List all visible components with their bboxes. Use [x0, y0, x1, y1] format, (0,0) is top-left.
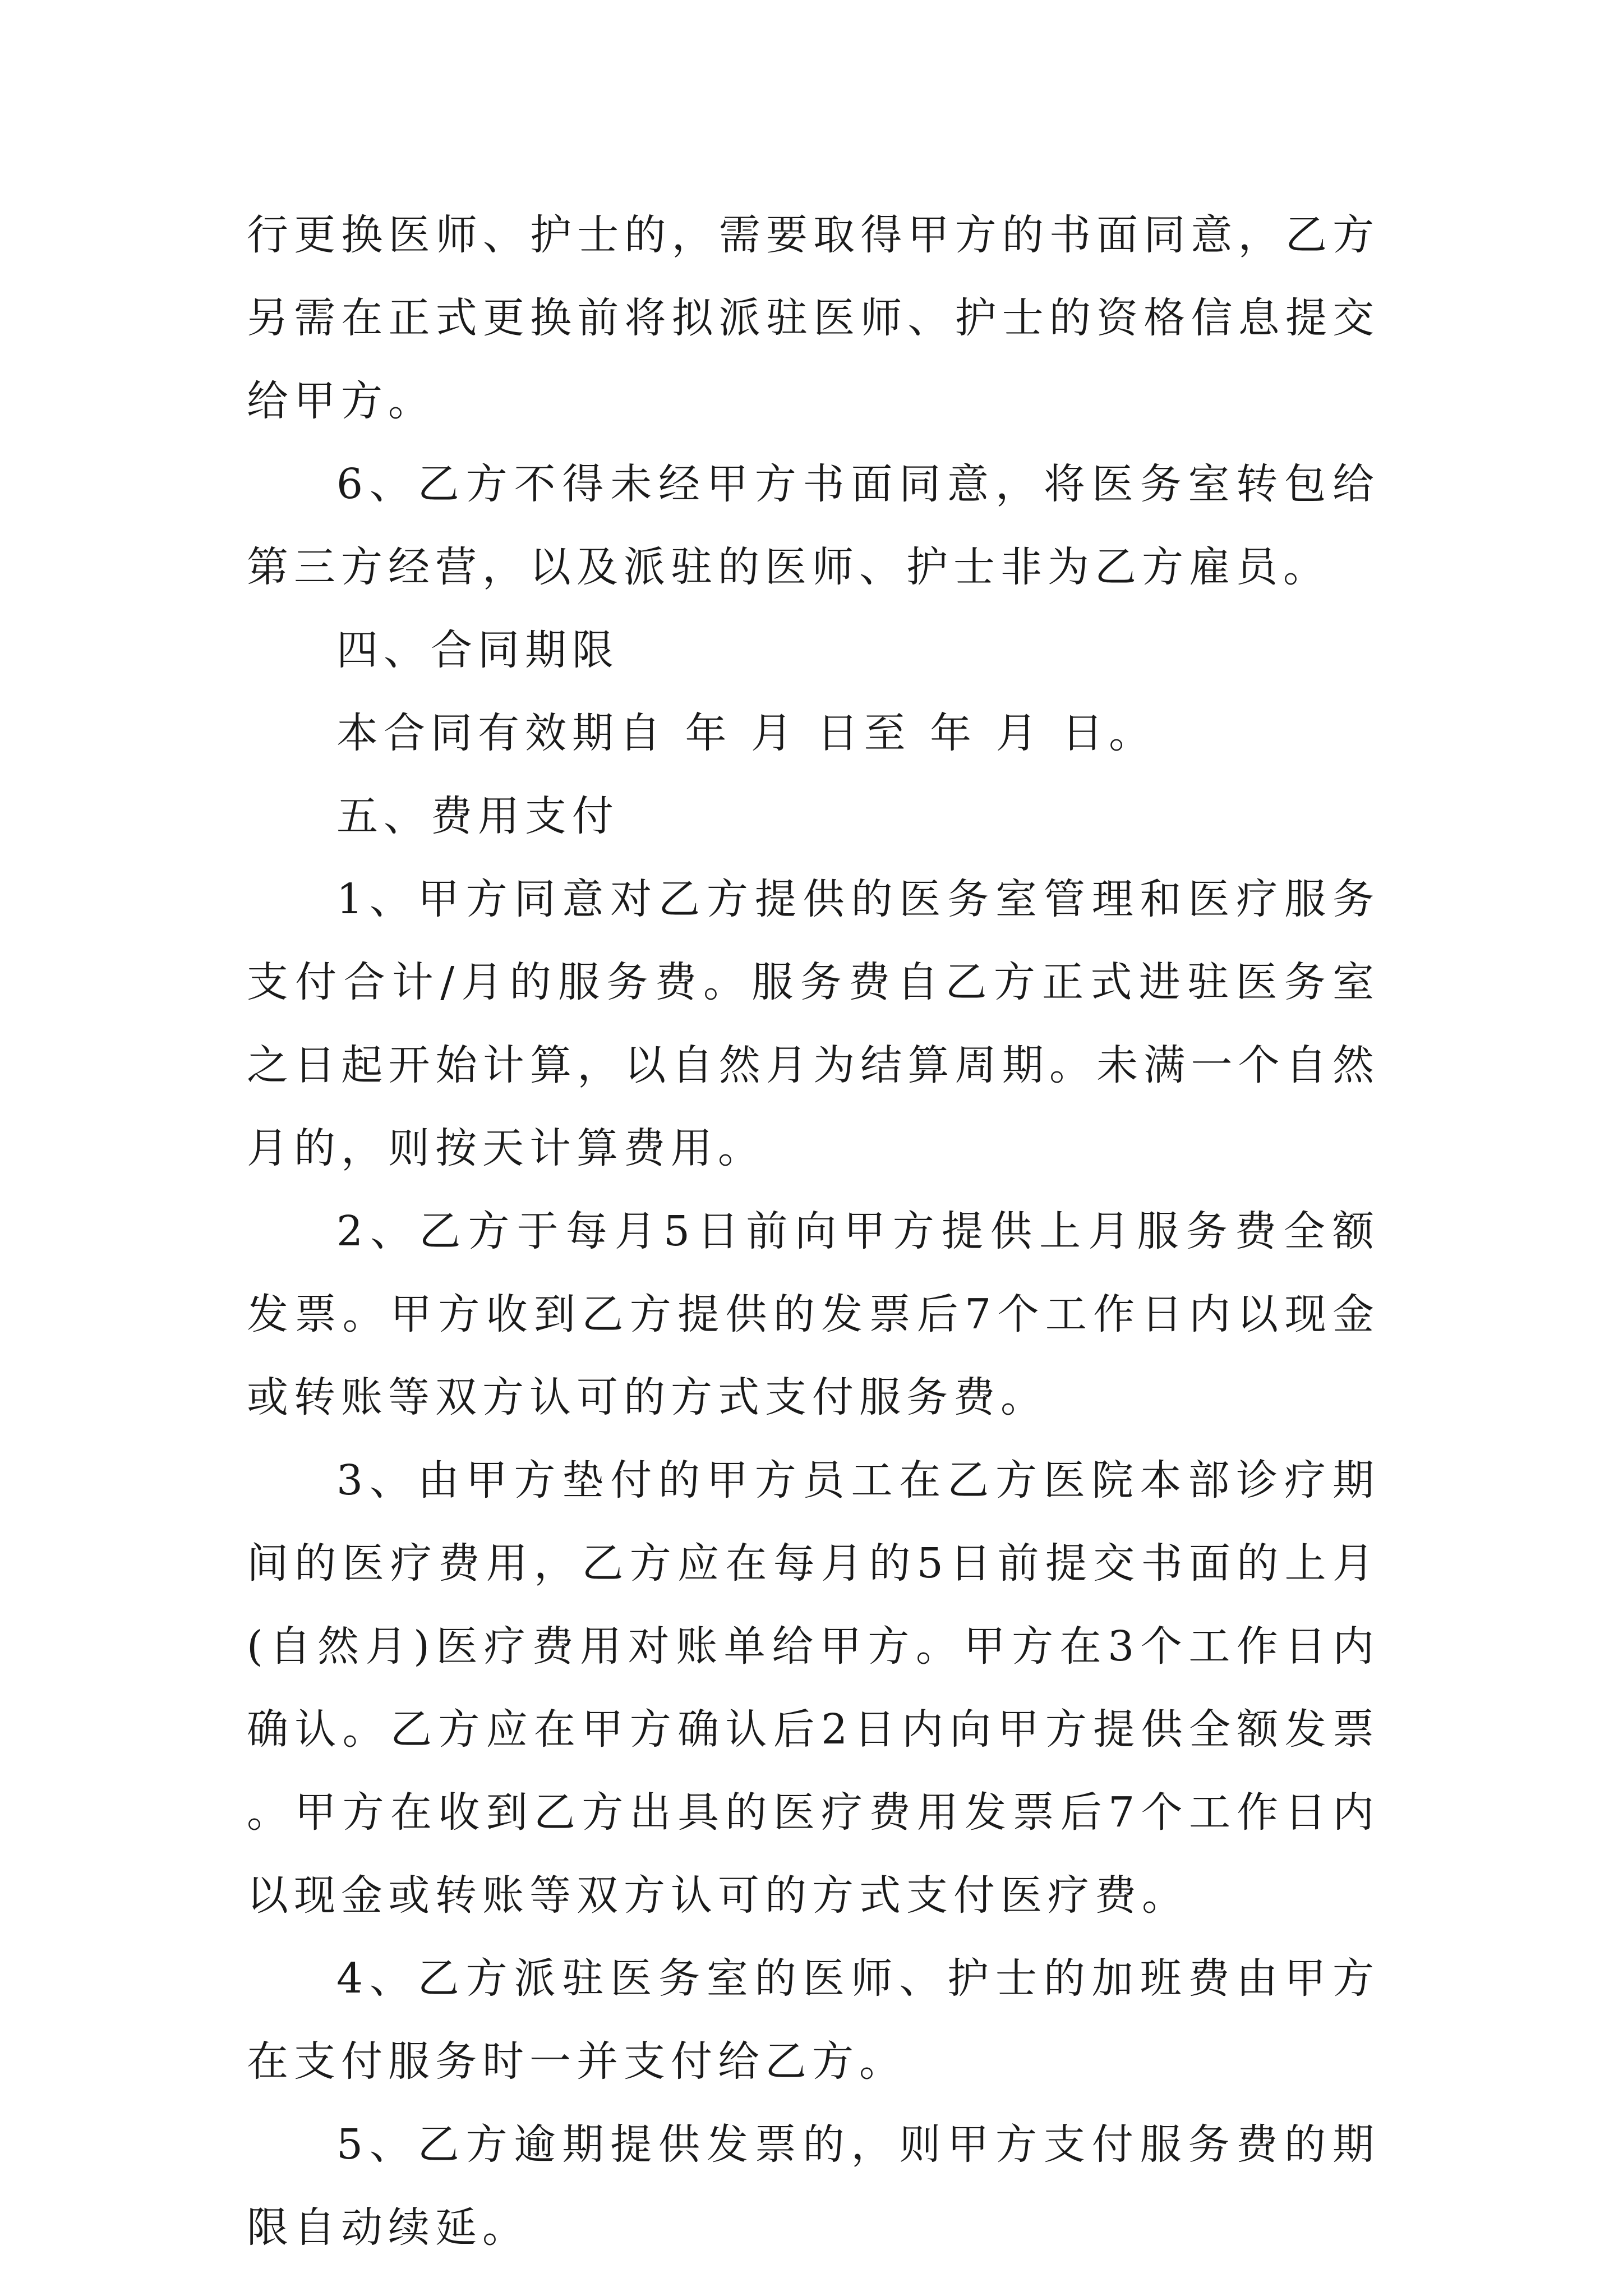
paragraph-term: 本合同有效期自 年 月 日至 年 月 日。	[336, 709, 1156, 757]
paragraph-payment-1: 1、甲方同意对乙方提供的医务室管理和医疗服务支付合计/月的服务费。服务费自乙方正式进驻医务室之日起开始计算，以自然月为结算周期。未满一个自然月的，则按天计算费用。	[247, 875, 1380, 1172]
section-heading-term: 四、合同期限	[336, 626, 619, 674]
paragraph-continued: 行更换医师、护士的，需要取得甲方的书面同意，乙方另需在正式更换前将拟派驻医师、护士的资格信息提交给甲方。	[247, 211, 1380, 425]
paragraph-payment-3: 3、由甲方垫付的甲方员工在乙方医院本部诊疗期间的医疗费用，乙方应在每月的5日前提交书面的上月(自然月)医疗费用对账单给甲方。甲方在3个工作日内确认。乙方应在甲方确认后2日内向甲方提供全额发票。甲方在收到乙方出具的医疗费用发票后7个工作日内以现金或转账等双方认可的方式支付医疗费。	[247, 1456, 1380, 1920]
paragraph-clause-6: 6、乙方不得未经甲方书面同意，将医务室转包给第三方经营，以及派驻的医师、护士非为乙方雇员。	[247, 460, 1380, 591]
section-heading-payment: 五、费用支付	[336, 792, 619, 840]
document-body	[247, 194, 1380, 2269]
paragraph-payment-2: 2、乙方于每月5日前向甲方提供上月服务费全额发票。甲方收到乙方提供的发票后7个工作日内以现金或转账等双方认可的方式支付服务费。	[247, 1207, 1380, 1421]
paragraph-payment-5: 5、乙方逾期提供发票的，则甲方支付服务费的期限自动续延。	[247, 2120, 1380, 2252]
paragraph-payment-4: 4、乙方派驻医务室的医师、护士的加班费由甲方在支付服务时一并支付给乙方。	[247, 1954, 1380, 2086]
